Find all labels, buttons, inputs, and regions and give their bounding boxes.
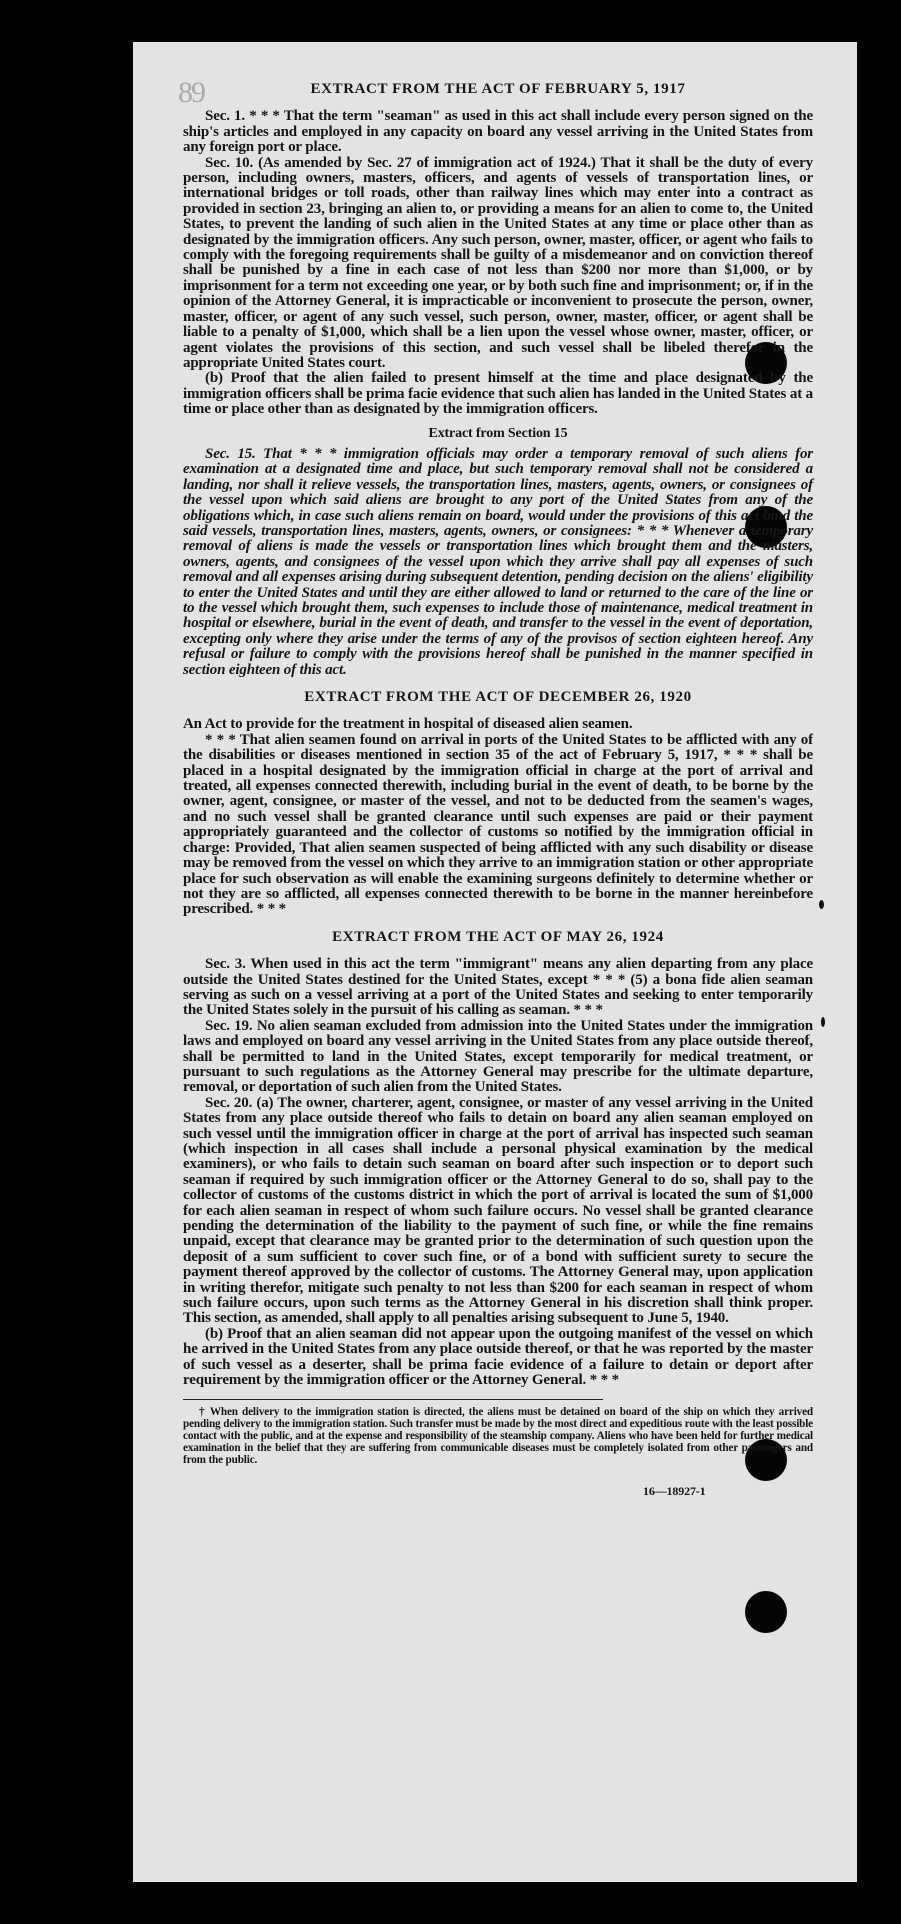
paragraph-sec-20: Sec. 20. (a) The owner, charterer, agent, consignee, or master of any vessel arriving in the United States from any place outside thereof who fails to detain on board any alien seaman employed on such vessel until the immigration officer in charge at the port of arrival has inspected such seaman (which inspection in all cases shall include a personal physical examination by the medical examiners), or who fails to detain such seaman on board after such inspection or to deport such seaman if required by such immigration officer or the Attorney General to do so, shall pay to the collector of customs of the customs district in which the port of arrival is located the sum of $1,000 for each alien seaman in respect of whom such failure occurs. No vessel shall be granted clearance pending the determination of the liability to the payment of such fine, or while the fine remains unpaid, except that clearance may be granted prior to the determination of such question upon the deposit of a sum sufficient to cover such fine, or of a bond with sufficient surety to secure the payment thereof approved by the collector of customs. The Attorney General may, upon application in writing therefor, mitigate such penalty to not less than $200 for each seaman in respect of whom such failure occurs, upon such terms as the Attorney General in his discretion shall think proper. This section, as amended, shall apply to all penalties arising subsequent to June 5, 1940. (183, 1094, 813, 1327)
heading-act-1920: EXTRACT FROM THE ACT OF DECEMBER 26, 1920 (304, 689, 692, 706)
paragraph-sec-19: Sec. 19. No alien seaman excluded from admission into the United States under the immigration laws and employed on board any vessel arriving in the United States from any place outside thereof, shall be permitted to land in the United States, except temporarily for medical treatment, or pursuant to such regulations as the Attorney General may prescribe for the ultimate departure, removal, or deportation of such alien from the United States. (183, 1017, 813, 1096)
paragraph-sec-10: Sec. 10. (As amended by Sec. 27 of immigration act of 1924.) That it shall be the duty of every person, including owners, masters, officers, and agents of vessels of transportation lines, or international bridges or toll roads, other than railway lines which may enter into a contract as provided in section 23, bringing an alien to, or providing a means for an alien to come to, the United States, to prevent the landing of such alien in the United States at any time or place other than as designated by the immigration officers. Any such person, owner, master, officer, or agent who fails to comply with the foregoing requirements shall be guilty of a misdemeanor and on conviction thereof shall be punished by a fine in each case of not less than $200 nor more than $1,000, or by imprisonment for a term not exceeding one year, or by both such fine and imprisonment; or, if in the opinion of the Attorney General, it is impracticable or inconvenient to prosecute the person, owner, master, officer, or agent of any such vessel, such person, owner, master, officer, or agent shall be liable to a penalty of $1,000, which shall be a lien upon the vessel whose owner, master, officer, or agent violates the provisions of this section, and such vessel shall be libeled therefor in the appropriate United States court. (183, 154, 813, 371)
footnote-rule (183, 1399, 603, 1400)
paragraph-sec-20-b: (b) Proof that an alien seaman did not appear upon the outgoing manifest of the vessel on which he arrived in the United States from any place outside thereof, or that he was reported by the master of such vessel as a deserter, shall be prima facie evidence of a failure to detain or deport after requirement by the immigration officer or the Attorney General. * * * (183, 1325, 813, 1389)
scan-mark: 89 (178, 76, 204, 109)
paragraph-sec-1: Sec. 1. * * * That the term "seaman" as used in this act shall include every person signed on the ship's articles and employed in any capacity on board any vessel arriving in the United States from any foreign port or place. (183, 108, 813, 156)
punch-hole (745, 1591, 787, 1633)
footnote: † When delivery to the immigration station is directed, the aliens must be detained on board of the ship on which they arrived pending delivery to the immigration station. Such transfer must be made by the most direct and expeditious route with the least possible contact with the public, and at the expense and responsibility of the steamship company. Aliens who have been held for further medical examination in the belief that they are suffering from communicable diseases must be completely isolated from other passengers and from the public. (183, 1405, 813, 1466)
document-body (183, 82, 813, 1499)
form-number: 16—18927-1 (643, 1483, 706, 1498)
paragraph-sec-3: Sec. 3. When used in this act the term "immigrant" means any alien departing from any place outside the United States destined for the United States, except * * * (5) a bona fide alien seaman serving as such on a vessel arriving at a port of the United States and seeking to enter temporarily the United States solely in the pursuit of his calling as seaman. * * * (183, 956, 813, 1019)
subheading-section-15: Extract from Section 15 (428, 425, 568, 441)
ink-speck (819, 900, 824, 909)
paragraph-sec-15: Sec. 15. That * * * immigration officials may order a temporary removal of such aliens for examination at a designated time and place, but such temporary removal shall not be considered a landing, nor shall it relieve vessels, the transportation lines, masters, agents, owners, or consignees of the vessel upon which said aliens are brought to any port of the United States from any of the obligations which, in case such aliens remain on board, would under the provisions of this act bind the said vessels, transportation lines, masters, agents, owners, or consignees: * * * Whenever a temporary removal of aliens is made the vessels or transportation lines which brought them and the masters, owners, agents, and consignees of the vessel upon which they arrive shall pay all expenses of such removal and all expenses arising during subsequent detention, pending decision on the aliens' eligibility to enter the United States and until they are either allowed to land or returned to the care of the line or to the vessel which brought them, such expenses to include those of maintenance, medical treatment in hospital or elsewhere, burial in the event of death, and transfer to the vessel in the event of deportation, excepting only where they arise under the terms of any of the provisos of section eighteen hereof. Any refusal or failure to comply with the provisions hereof shall be punished in the manner specified in section eighteen of this act. (183, 445, 813, 678)
paragraph-act-title: An Act to provide for the treatment in hospital of diseased alien seamen. (183, 716, 633, 733)
paragraph-act-1920: * * * That alien seamen found on arrival in ports of the United States to be afflicted with any of the disabilities or diseases mentioned in section 35 of the act of February 5, 1917, * * * shall be placed in a hospital designated by the immigration official in charge at the port of arrival and treated, all expenses connected therewith, including burial in the event of death, to be borne by the owner, agent, consignee, or master of the vessel, and not to be deducted from the seamen's wages, and no such vessel shall be granted clearance until such expenses are paid or their payment appropriately guaranteed and the collector of customs so notified by the immigration official in charge: Provided, That alien seamen suspected of being afflicted with any such disability or disease may be removed from the vessel on which they arrive to an immigration station or other appropriate place for such observation as will enable the examining surgeons definitely to determine whether or not they are so afflicted, all expenses connected therewith to be borne in the manner hereinbefore prescribed. * * * (183, 731, 813, 918)
paragraph-sec-10-b: (b) Proof that the alien failed to present himself at the time and place designated by the immigration officers shall be prima facie evidence that such alien has landed in the United States at a time or place other than as designated by the immigration officers. (183, 370, 813, 418)
heading-act-1924: EXTRACT FROM THE ACT OF MAY 26, 1924 (332, 928, 664, 945)
ink-speck (821, 1017, 825, 1027)
heading-act-1917: EXTRACT FROM THE ACT OF FEBRUARY 5, 1917 (310, 81, 686, 97)
document-sheet (133, 42, 857, 1882)
